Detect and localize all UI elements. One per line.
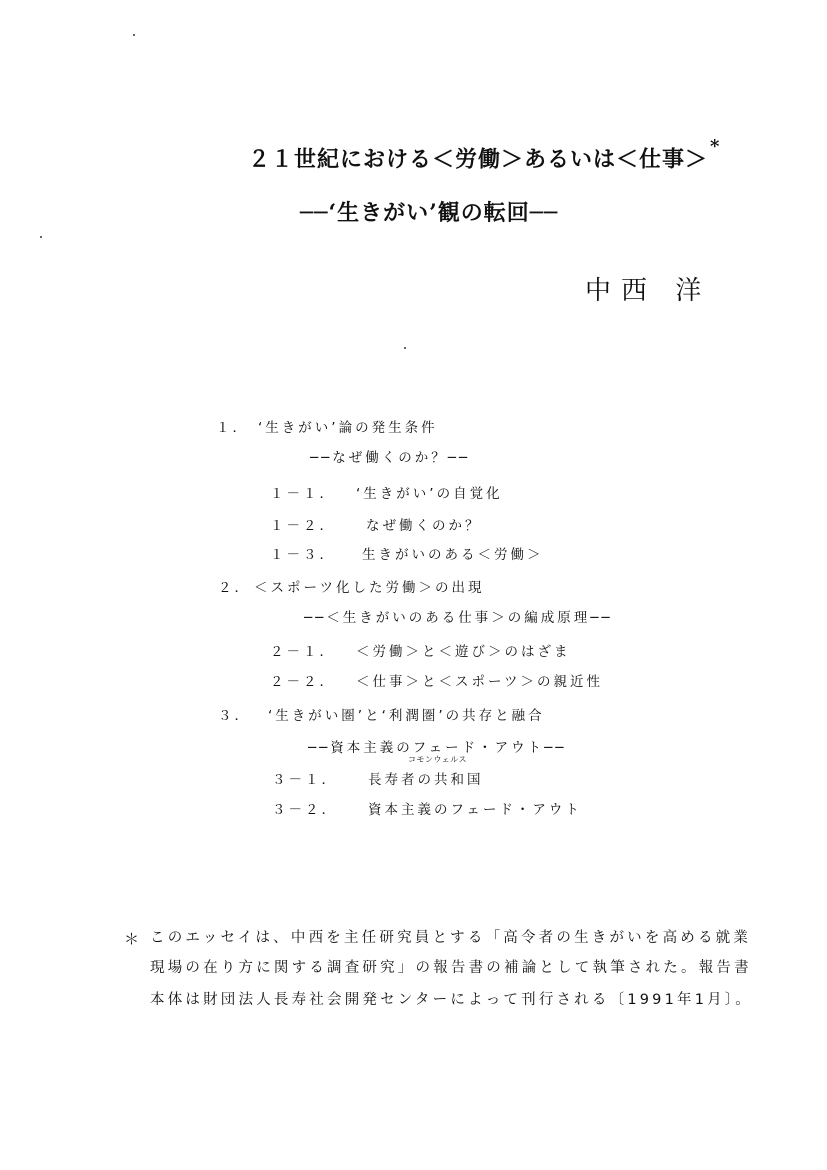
toc-text: ＜労働＞と＜遊び＞のはざま <box>356 644 571 660</box>
toc-text: ＜スポーツ化した労働＞の出現 <box>254 580 485 596</box>
footnote-mark: ＊ <box>124 930 140 948</box>
footnote-line-2: 現場の在り方に関する調査研究」の報告書の補論として執筆された。報告書 <box>150 960 752 976</box>
toc-entry-2-2 <box>270 670 603 690</box>
scan-speck <box>133 34 135 36</box>
footnote-line-3: 本体は財団法人長寿社会開発センターによって刊行される〔1991年1月〕。 <box>150 992 753 1008</box>
toc-text: なぜ働くのか？ <box>366 518 482 534</box>
scan-speck <box>40 236 42 238</box>
toc-number: ３． <box>218 708 251 724</box>
toc-number: １－２． <box>270 518 336 534</box>
toc-text: ──資本主義のフェード・アウト── <box>308 740 567 756</box>
toc-number: ２． <box>218 580 251 596</box>
toc-subheading-3 <box>308 736 566 756</box>
title-footnote-mark: * <box>710 136 721 157</box>
toc-entry-1-1 <box>270 482 503 502</box>
toc-entry-1-3 <box>270 543 544 563</box>
author-name: 中西 洋 <box>585 276 712 306</box>
toc-text: 生きがいのある＜労働＞ <box>362 547 544 563</box>
toc-entry-2 <box>218 576 484 596</box>
toc-number: ３－１． <box>272 772 338 788</box>
toc-number: １－１． <box>270 486 336 502</box>
document-subtitle: ──‘生きがい’観の転回── <box>300 200 559 226</box>
toc-text: ‘生きがい’の自覚化 <box>356 486 503 502</box>
ruby-annotation: コモンウェルス <box>408 755 467 764</box>
toc-entry-3-2 <box>272 798 582 818</box>
toc-number: ３－２． <box>272 802 338 818</box>
toc-text: 資本主義のフェード・アウト <box>368 802 582 818</box>
toc-text: ──＜生きがいのある仕事＞の編成原理── <box>304 610 613 626</box>
toc-entry-3-1 <box>272 755 484 788</box>
toc-subheading-1 <box>310 446 470 466</box>
toc-text: ──なぜ働くのか？── <box>310 450 471 466</box>
document-title <box>248 136 721 173</box>
toc-entry-2-1 <box>270 640 571 660</box>
toc-subheading-2 <box>304 606 613 626</box>
title-text: ２１世紀における＜労働＞あるいは＜仕事＞ <box>248 146 709 173</box>
toc-text: 長寿者の共和国 <box>368 772 484 788</box>
toc-text: ＜仕事＞と＜スポーツ＞の親近性 <box>356 674 603 690</box>
toc-number: １． <box>216 420 249 436</box>
scan-speck <box>404 347 406 349</box>
toc-entry-1 <box>216 416 438 436</box>
toc-text: ‘生きがい圏’と‘利潤圏’の共存と融合 <box>268 708 545 724</box>
toc-entry-1-2 <box>270 514 482 534</box>
toc-number: ２－２． <box>270 674 336 690</box>
toc-number: １－３． <box>270 547 336 563</box>
footnote-line-1: このエッセイは、中西を主任研究員とする「高令者の生きがいを高める就業 <box>150 930 752 946</box>
toc-entry-3 <box>218 704 545 724</box>
toc-number: ２－１． <box>270 644 336 660</box>
toc-text-with-ruby <box>368 755 484 788</box>
toc-text: ‘生きがい’論の発生条件 <box>258 420 438 436</box>
